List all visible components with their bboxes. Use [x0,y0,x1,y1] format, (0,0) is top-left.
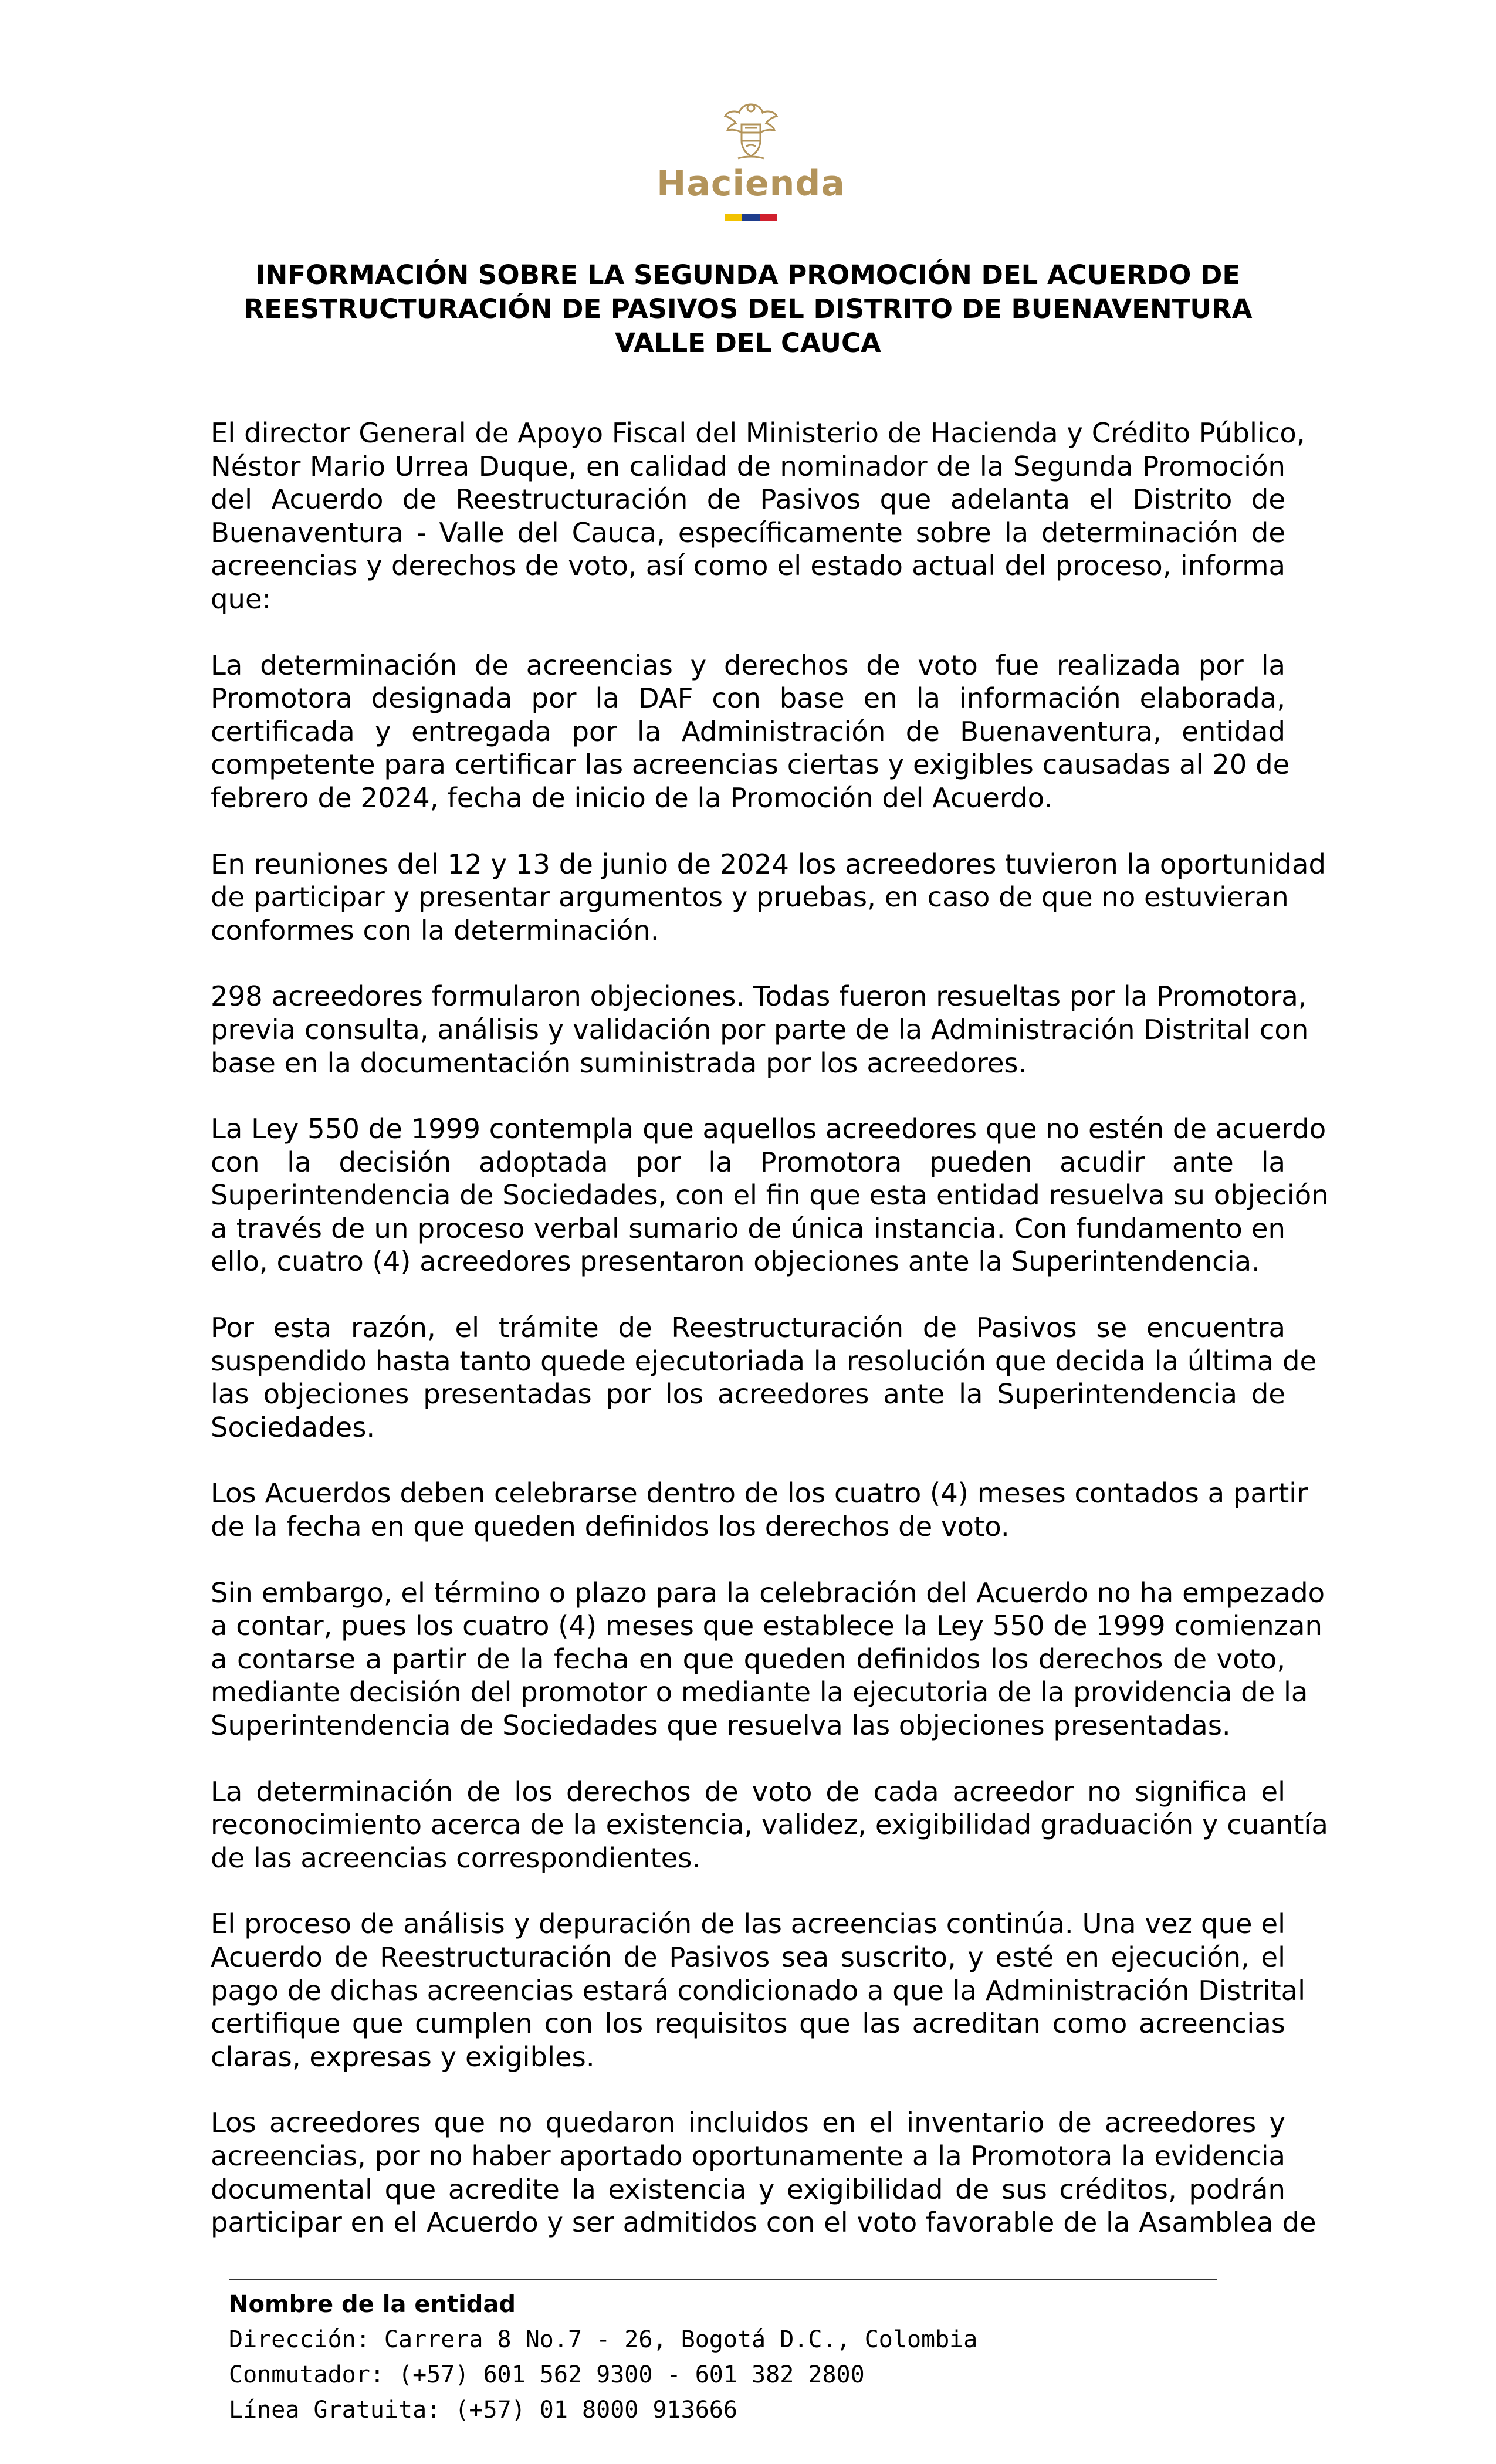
paragraph-line: mediante decisión del promotor o mediante la ejecutoria de la providencia de la [211,1676,1308,1708]
paragraph [211,848,1326,947]
paragraph-line: Acuerdo de Reestructuración de Pasivos sea suscrito, y esté en ejecución, el [211,1941,1285,1973]
paragraph-line: certificada y entregada por la Administración de Buenaventura, entidad [211,715,1285,747]
footer-address: Dirección: Carrera 8 No.7 - 26, Bogotá D.C., Colombia [229,2326,978,2353]
paragraph [211,980,1309,1079]
paragraph-line: suspendido hasta tanto quede ejecutoriada la resolución que decida la última de [211,1345,1317,1377]
paragraph-line: La determinación de los derechos de voto de cada acreedor no significa el [211,1775,1285,1808]
paragraph-line: El proceso de análisis y depuración de las acreencias continúa. Una vez que el [211,1908,1285,1940]
flag-stripe [725,214,777,221]
paragraph [211,649,1290,815]
paragraph [211,1112,1329,1278]
logo-wordmark: Hacienda [656,163,845,204]
paragraph-line: de las acreencias correspondientes. [211,1842,701,1874]
paragraph-line: conformes con la determinación. [211,914,659,946]
paragraph-line: las objeciones presentadas por los acreedores ante la Superintendencia de [211,1378,1285,1410]
paragraph-line: 298 acreedores formularon objeciones. Todas fueron resueltas por la Promotora, [211,980,1307,1013]
paragraph-line: documental que acredite la existencia y exigibilidad de sus créditos, podrán [211,2173,1285,2205]
paragraph-line: Sin embargo, el término o plazo para la celebración del Acuerdo no ha empezado [211,1576,1325,1609]
paragraph-line: El director General de Apoyo Fiscal del Ministerio de Hacienda y Crédito Público, [211,417,1305,449]
paragraph [211,1907,1306,2073]
paragraph-line: ello, cuatro (4) acreedores presentaron objeciones ante la Superintendencia. [211,1245,1260,1278]
paragraph-line: base en la documentación suministrada por los acreedores. [211,1047,1027,1079]
document-title [176,258,1320,360]
colombia-coat-of-arms-icon [722,100,780,163]
paragraph-line: Por esta razón, el trámite de Reestructuración de Pasivos se encuentra [211,1312,1285,1344]
hacienda-logo [645,100,857,229]
title-line: VALLE DEL CAUCA [615,327,881,358]
paragraph-line: certifique que cumplen con los requisitos que las acreditan como acreencias [211,2008,1285,2040]
paragraph-line: Los Acuerdos deben celebrarse dentro de los cuatro (4) meses contados a partir [211,1477,1308,1509]
paragraph-line: a contarse a partir de la fecha en que queden definidos los derechos de voto, [211,1643,1285,1675]
paragraph-line: de la fecha en que queden definidos los derechos de voto. [211,1511,1010,1543]
paragraph-line: acreencias y derechos de voto, así como el estado actual del proceso, informa [211,550,1285,582]
paragraph-line: previa consulta, análisis y validación por parte de la Administración Distrital con [211,1013,1309,1045]
paragraph-line: competente para certificar las acreencias ciertas y exigibles causadas al 20 de [211,749,1290,781]
flag-yellow [725,214,742,221]
paragraph-line: Néstor Mario Urrea Duque, en calidad de nominador de la Segunda Promoción [211,450,1285,482]
paragraph-line: participar en el Acuerdo y ser admitidos con el voto favorable de la Asamblea de [211,2206,1316,2239]
paragraph-line: a través de un proceso verbal sumario de única instancia. Con fundamento en [211,1212,1285,1244]
paragraph-line: claras, expresas y exigibles. [211,2040,595,2073]
flag-blue [742,214,760,221]
paragraph [211,417,1305,616]
paragraph-line: acreencias, por no haber aportado oportunamente a la Promotora la evidencia [211,2140,1285,2172]
paragraph-line: febrero de 2024, fecha de inicio de la Promoción del Acuerdo. [211,781,1053,814]
paragraph-line: En reuniones del 12 y 13 de junio de 2024 los acreedores tuvieron la oportunidad [211,848,1326,880]
title-line: REESTRUCTURACIÓN DE PASIVOS DEL DISTRITO DE BUENAVENTURA [243,293,1253,324]
paragraph-line: Superintendencia de Sociedades que resuelva las objeciones presentadas. [211,1710,1231,1741]
paragraph-line: Buenaventura - Valle del Cauca, específicamente sobre la determinación de [211,516,1285,549]
paragraph-line: de participar y presentar argumentos y pruebas, en caso de que no estuvieran [211,881,1289,913]
footer-entity-name: Nombre de la entidad [229,2291,516,2318]
paragraph-line: Sociedades. [211,1411,375,1443]
paragraph-line: pago de dichas acreencias estará condicionado a que la Administración Distrital [211,1974,1306,2006]
footer-switchboard: Conmutador: (+57) 601 562 9300 - 601 382 2800 [229,2361,865,2388]
paragraph-line: que: [211,583,272,615]
paragraph-line: reconocimiento acerca de la existencia, validez, exigibilidad graduación y cuantía [211,1809,1328,1841]
title-line: INFORMACIÓN SOBRE LA SEGUNDA PROMOCIÓN DEL ACUERDO DE [255,259,1241,290]
paragraph [211,1576,1325,1742]
paragraph-line: a contar, pues los cuatro (4) meses que establece la Ley 550 de 1999 comienzan [211,1610,1323,1642]
paragraph-line: La determinación de acreencias y derechos de voto fue realizada por la [211,649,1285,681]
paragraph-line: con la decisión adoptada por la Promotora pueden acudir ante la [211,1146,1285,1178]
paragraph-line: del Acuerdo de Reestructuración de Pasivos que adelanta el Distrito de [211,483,1285,516]
paragraph-line: Los acreedores que no quedaron incluidos en el inventario de acreedores y [211,2107,1285,2139]
footer-divider [229,2279,1217,2280]
paragraph-line: Superintendencia de Sociedades, con el fin que esta entidad resuelva su objeción [211,1179,1329,1211]
flag-red [760,214,777,221]
paragraph [211,1311,1317,1444]
paragraph-line: Promotora designada por la DAF con base en la información elaborada, [211,682,1285,715]
paragraph [211,2106,1316,2239]
document-body [211,417,1329,2272]
paragraph [211,1775,1328,1875]
paragraph [211,1477,1308,1543]
footer [229,2287,1285,2428]
paragraph-line: La Ley 550 de 1999 contempla que aquellos acreedores que no estén de acuerdo [211,1113,1326,1145]
footer-hotline: Línea Gratuita: (+57) 01 8000 913666 [229,2397,737,2424]
